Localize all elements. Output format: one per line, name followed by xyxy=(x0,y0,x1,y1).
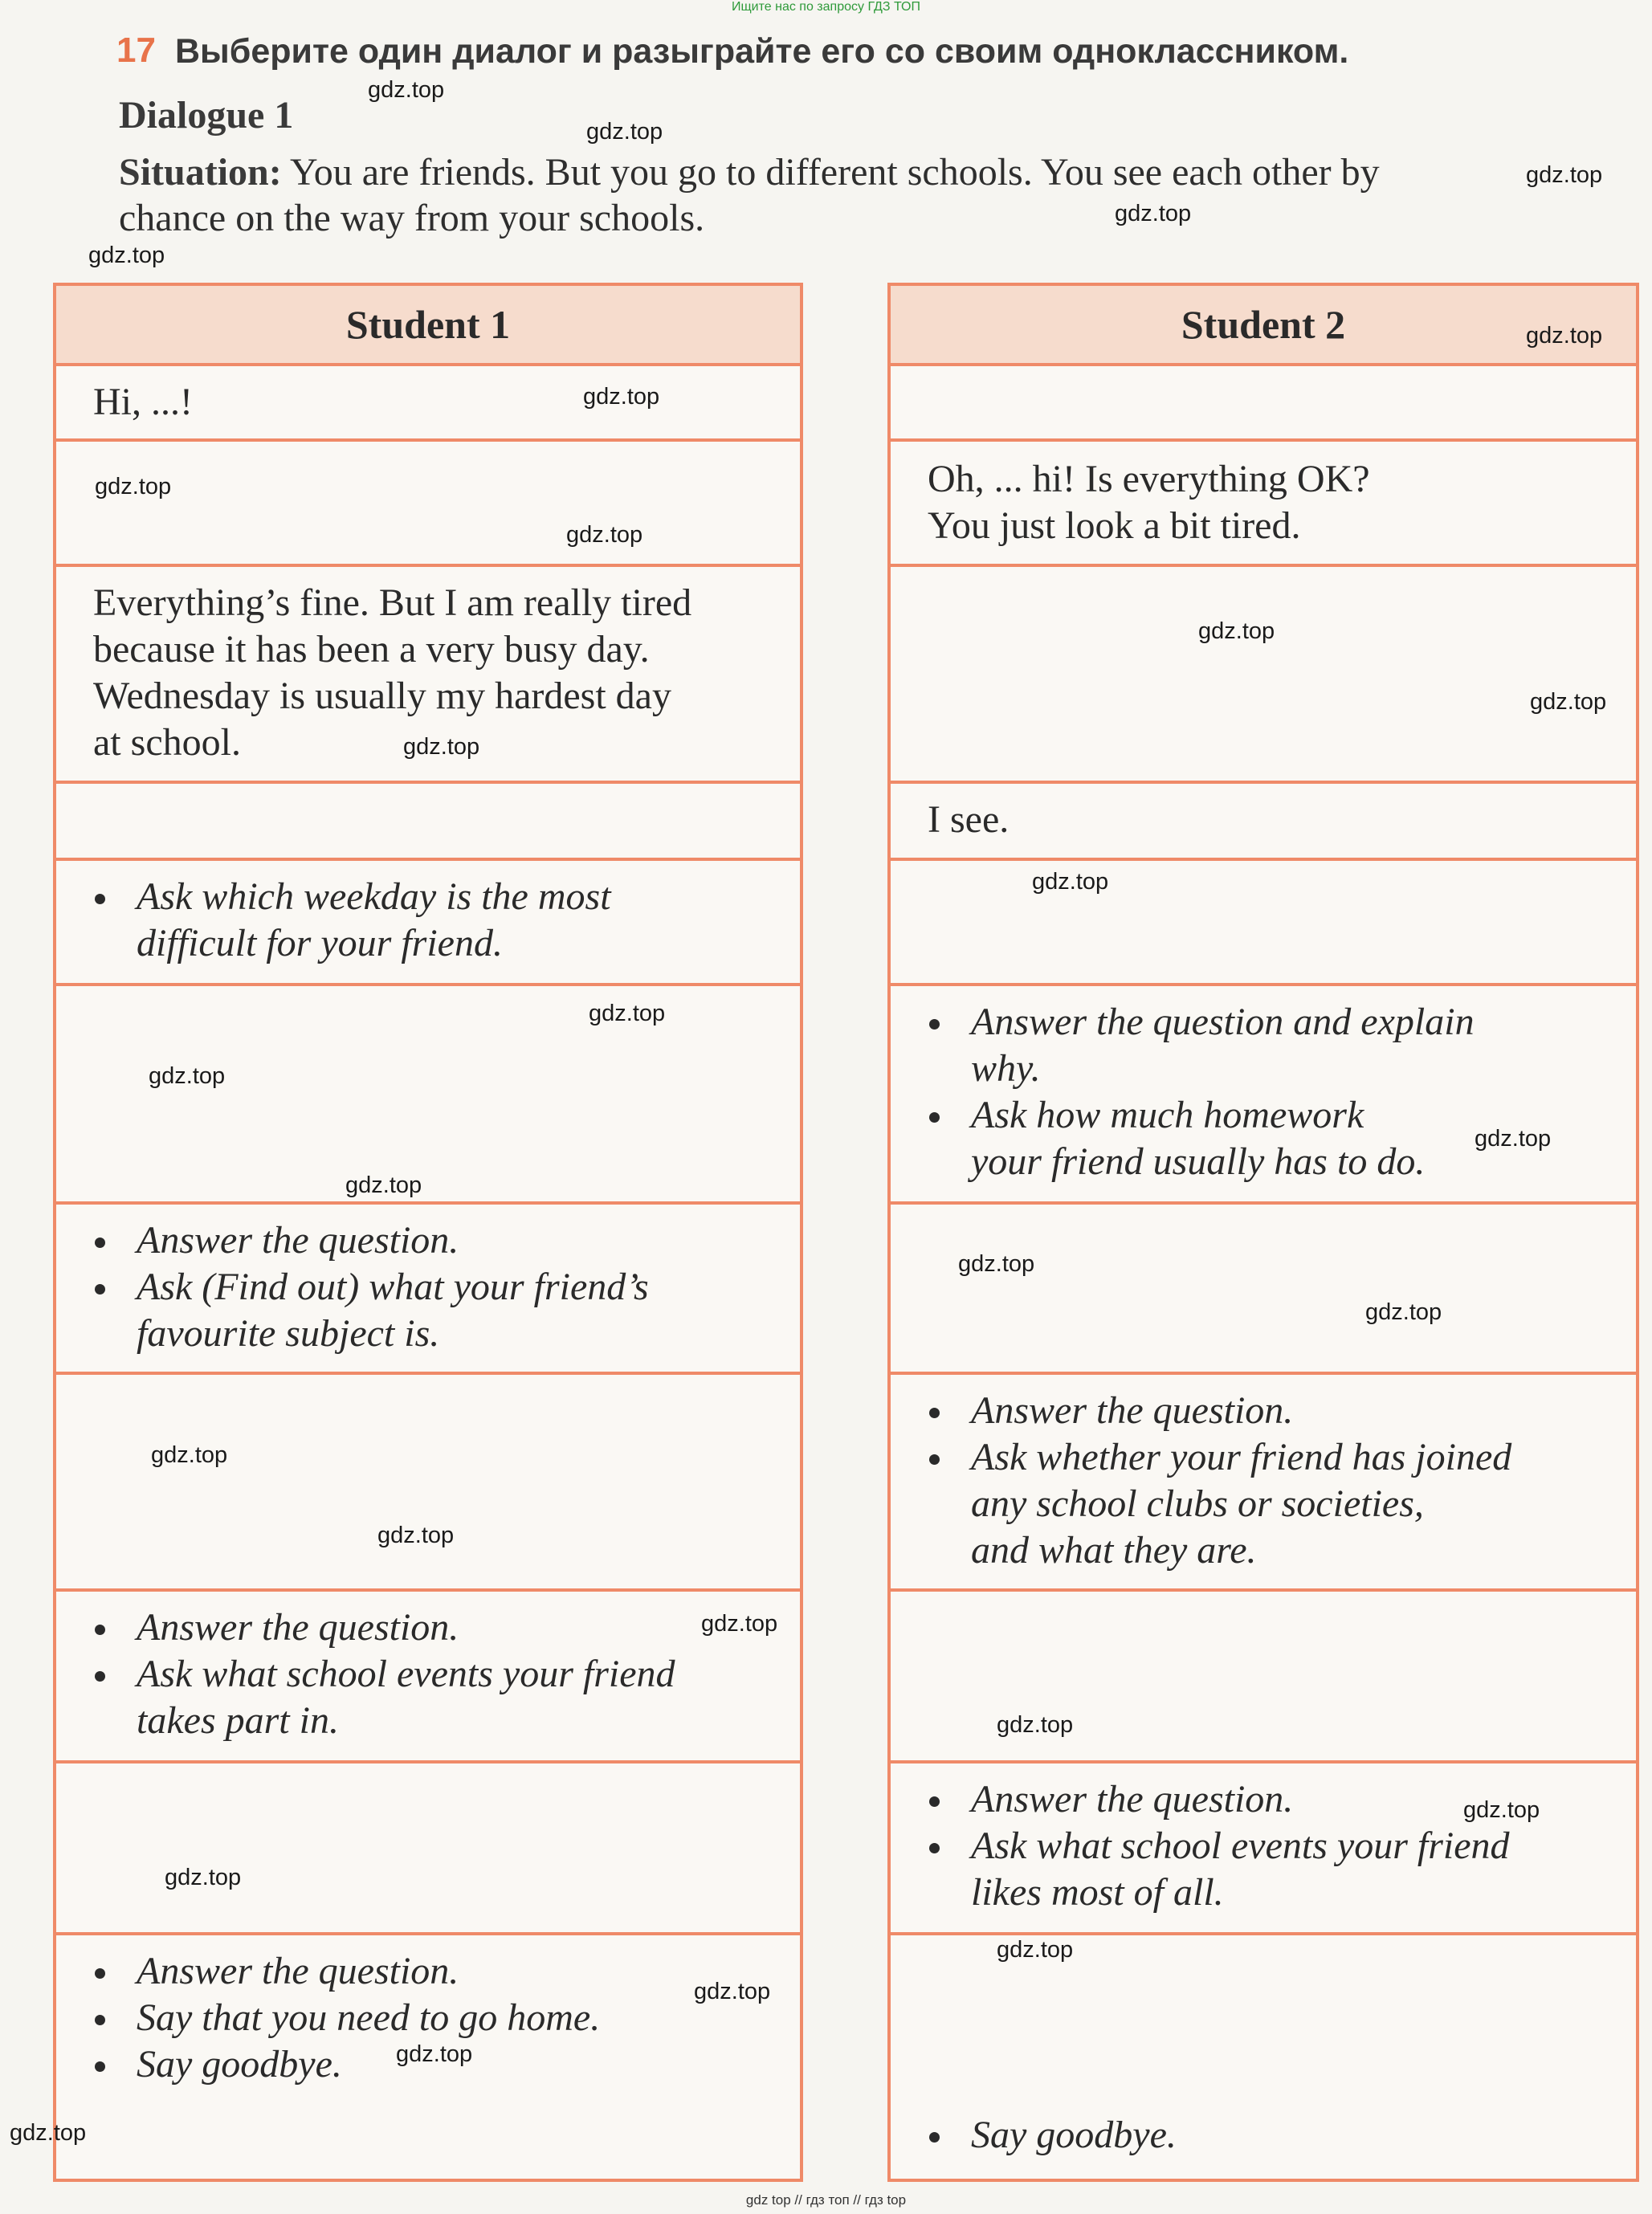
prompt-item xyxy=(923,1388,1620,1434)
watermark: gdz.top xyxy=(1530,689,1607,715)
prompt-item xyxy=(88,1217,784,1264)
watermark: gdz.top xyxy=(586,119,663,145)
task-instruction: Выберите один диалог и разыграйте его со своим одноклассником. xyxy=(175,32,1349,71)
prompt-line: favourite subject is. xyxy=(137,1312,440,1355)
prompt-line: Ask what school events your friend xyxy=(137,1653,675,1695)
watermark: gdz.top xyxy=(1198,618,1275,644)
watermark: gdz.top xyxy=(151,1442,228,1468)
prompt-line: Answer the question. xyxy=(971,1778,1294,1821)
watermark: gdz.top xyxy=(88,243,165,268)
watermark: gdz.top xyxy=(1115,201,1192,226)
prompt-line: Say goodbye. xyxy=(971,2114,1177,2156)
prompt-item xyxy=(88,1995,784,2041)
prompt-line: Ask whether your friend has joined xyxy=(971,1436,1512,1478)
watermark: gdz.top xyxy=(1475,1126,1552,1152)
watermark: gdz.top xyxy=(368,77,445,103)
situation-line-2: chance on the way from your schools. xyxy=(119,197,705,239)
watermark: gdz.top xyxy=(589,1001,666,1026)
situation-line-1: You are friends. But you go to different schools. You see each other by xyxy=(281,151,1380,194)
friend-reply-text xyxy=(928,456,1612,549)
prompt-line: Ask how much homework xyxy=(971,1094,1364,1136)
watermark: gdz.top xyxy=(566,522,643,548)
prompt-line: Answer the question. xyxy=(971,1389,1294,1432)
watermark: gdz.top xyxy=(95,474,172,499)
prompt-list-subject xyxy=(88,1217,784,1357)
tired-line-1: Everything’s fine. But I am really tired xyxy=(93,581,692,624)
top-search-note: Ищите нас по запросу ГДЗ ТОП xyxy=(732,0,920,14)
prompt-item xyxy=(88,1604,784,1651)
watermark: gdz.top xyxy=(958,1251,1035,1277)
bottom-note: gdz top // гдз топ // гдз top xyxy=(745,2192,907,2208)
situation-label: Situation: xyxy=(119,151,282,194)
student2-column xyxy=(887,283,1639,2182)
watermark: gdz.top xyxy=(701,1611,778,1637)
greeting-text: Hi, ...! xyxy=(93,381,193,423)
prompt-line: takes part in. xyxy=(137,1699,339,1742)
prompt-list-homework xyxy=(923,999,1620,1185)
prompt-item xyxy=(88,874,784,967)
prompt-line: Say that you need to go home. xyxy=(137,1996,601,2039)
watermark: gdz.top xyxy=(165,1865,242,1890)
prompt-line: your friend usually has to do. xyxy=(971,1140,1426,1183)
prompt-line: Answer the question. xyxy=(137,1606,459,1649)
reply-line-1: Oh, ... hi! Is everything OK? xyxy=(928,458,1370,500)
watermark: gdz.top xyxy=(10,2120,87,2146)
i-see-text: I see. xyxy=(928,798,1010,841)
prompt-item xyxy=(923,999,1620,1092)
watermark: gdz.top xyxy=(1032,869,1109,895)
tired-line-4: at school. xyxy=(93,721,241,764)
prompt-line: Ask (Find out) what your friend’s xyxy=(137,1266,649,1308)
prompt-line: why. xyxy=(971,1047,1041,1090)
watermark: gdz.top xyxy=(377,1523,455,1548)
reply-line-2: You just look a bit tired. xyxy=(928,504,1301,547)
prompt-list-say-goodbye xyxy=(923,2112,1620,2159)
prompt-line: Ask what school events your friend xyxy=(971,1825,1510,1867)
prompt-line: Say goodbye. xyxy=(137,2043,342,2086)
watermark: gdz.top xyxy=(403,734,480,760)
prompt-item xyxy=(923,1823,1620,1916)
prompt-line: any school clubs or societies, xyxy=(971,1482,1424,1525)
prompt-list-weekday xyxy=(88,874,784,967)
watermark: gdz.top xyxy=(1365,1299,1442,1325)
watermark: gdz.top xyxy=(149,1063,226,1089)
prompt-line: difficult for your friend. xyxy=(137,922,503,964)
dialogue-title: Dialogue 1 xyxy=(119,94,294,137)
watermark: gdz.top xyxy=(345,1172,422,1198)
prompt-line: Ask which weekday is the most xyxy=(137,875,611,918)
prompt-item xyxy=(88,1651,784,1744)
prompt-item xyxy=(923,1434,1620,1574)
prompt-line: and what they are. xyxy=(971,1529,1257,1572)
prompt-list-clubs xyxy=(923,1388,1620,1574)
prompt-line: Answer the question. xyxy=(137,1219,459,1262)
tired-line-2: because it has been a very busy day. xyxy=(93,628,650,671)
situation-paragraph xyxy=(119,149,1500,241)
watermark: gdz.top xyxy=(694,1979,771,2004)
watermark: gdz.top xyxy=(1526,162,1603,188)
prompt-item xyxy=(923,2112,1620,2159)
task-number: 17 xyxy=(116,31,156,70)
watermark: gdz.top xyxy=(396,2041,473,2067)
watermark: gdz.top xyxy=(1463,1797,1540,1823)
prompt-item xyxy=(88,1948,784,1995)
tired-line-3: Wednesday is usually my hardest day xyxy=(93,675,671,717)
watermark: gdz.top xyxy=(583,384,660,410)
student2-header: Student 2 xyxy=(891,286,1636,363)
prompt-line: Answer the question. xyxy=(137,1950,459,1992)
student1-column xyxy=(53,283,803,2182)
prompt-line: likes most of all. xyxy=(971,1871,1224,1914)
watermark: gdz.top xyxy=(997,1937,1074,1963)
prompt-line: Answer the question and explain xyxy=(971,1001,1475,1043)
student1-header: Student 1 xyxy=(56,286,800,363)
watermark: gdz.top xyxy=(997,1712,1074,1738)
prompt-item xyxy=(88,1264,784,1357)
watermark: gdz.top xyxy=(1526,323,1603,349)
prompt-list-events xyxy=(88,1604,784,1744)
